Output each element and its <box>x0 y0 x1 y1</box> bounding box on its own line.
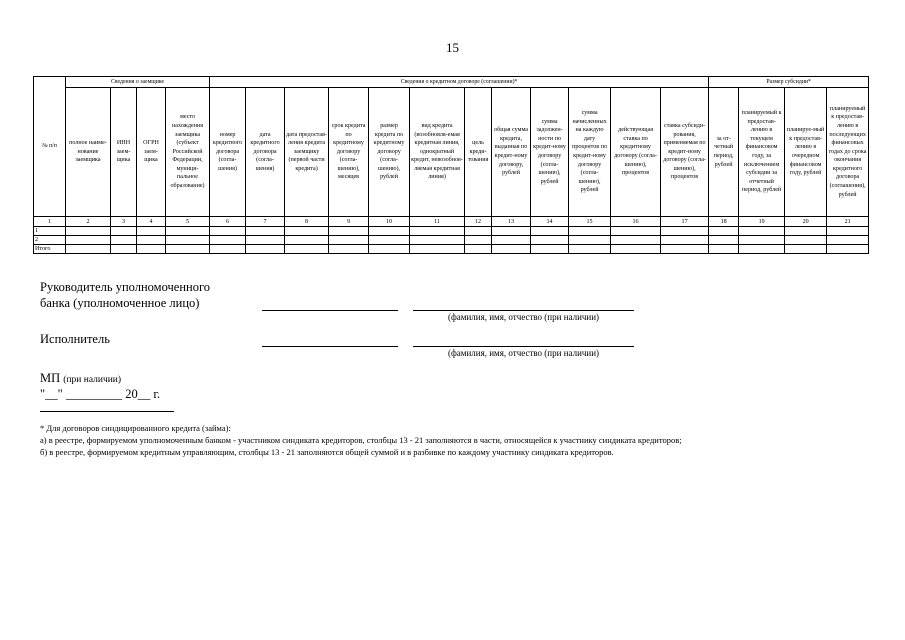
table-cell[interactable] <box>569 245 611 254</box>
column-number: 21 <box>827 217 869 227</box>
column-header: номер кредитного договора (согла-шения) <box>210 88 246 217</box>
head-label-line1: Руководитель уполномоченного <box>40 280 211 294</box>
table-cell[interactable] <box>410 236 465 245</box>
table-cell[interactable] <box>739 236 785 245</box>
row-label: Итого <box>34 245 66 254</box>
table-cell[interactable] <box>785 227 827 236</box>
column-number: 13 <box>492 217 531 227</box>
column-header: сумма задолжен-ности по кредит-ному договору (согла-шению), рублей <box>531 88 569 217</box>
table-cell[interactable] <box>329 227 369 236</box>
table-cell[interactable] <box>661 236 709 245</box>
executor-signature-line[interactable] <box>262 346 398 347</box>
table-cell[interactable] <box>369 236 410 245</box>
table-cell[interactable] <box>739 245 785 254</box>
column-number: 1 <box>34 217 66 227</box>
seal-label <box>40 371 121 387</box>
column-header: действующая ставка по кредитному договору (согла-шению), процентов <box>611 88 661 217</box>
column-header: дата кредитного договора (согла-шения) <box>246 88 285 217</box>
footnote-b: б) в реестре, формируемом кредитным управляющим, столбцы 13 - 21 заполняются общей суммой и в разбивке по каждому участнику синдиката кредиторов. <box>40 447 614 457</box>
head-signature-line[interactable] <box>262 310 398 311</box>
table-cell[interactable] <box>492 245 531 254</box>
column-header: полное наиме-нование заемщика <box>66 88 111 217</box>
table-cell[interactable] <box>137 245 166 254</box>
subsidy-register-table <box>33 76 869 254</box>
column-number: 10 <box>369 217 410 227</box>
table-cell[interactable] <box>611 236 661 245</box>
table-cell[interactable] <box>285 245 329 254</box>
table-cell[interactable] <box>709 236 739 245</box>
table-cell[interactable] <box>111 227 137 236</box>
table-cell[interactable] <box>569 236 611 245</box>
table-cell[interactable] <box>569 227 611 236</box>
table-cell[interactable] <box>329 245 369 254</box>
table-cell[interactable] <box>246 245 285 254</box>
column-number: 20 <box>785 217 827 227</box>
row-label: 1 <box>34 227 66 236</box>
column-number: 19 <box>739 217 785 227</box>
column-number: 5 <box>166 217 210 227</box>
footnote-a: а) в реестре, формируемом уполномоченным банком - участником синдиката кредиторов, столбцы 13 - 21 заполняются в части, относящейся к участнику синдиката кредиторов; <box>40 435 682 445</box>
table-cell[interactable] <box>661 227 709 236</box>
table-cell[interactable] <box>210 236 246 245</box>
column-number: 14 <box>531 217 569 227</box>
column-header: ОГРН заем-щика <box>137 88 166 217</box>
table-cell[interactable] <box>465 245 492 254</box>
table-cell[interactable] <box>827 227 869 236</box>
column-number: 11 <box>410 217 465 227</box>
table-cell[interactable] <box>465 227 492 236</box>
table-cell[interactable] <box>369 227 410 236</box>
table-cell[interactable] <box>827 236 869 245</box>
column-number: 6 <box>210 217 246 227</box>
table-cell[interactable] <box>66 245 111 254</box>
column-number: 2 <box>66 217 111 227</box>
table-cell[interactable] <box>531 236 569 245</box>
seal-mp: МП <box>40 371 61 385</box>
table-cell[interactable] <box>66 227 111 236</box>
column-header: вид кредита (возобновля-емая кредитная линия, однократный кредит, невозобнов-ляемая кредитная линия) <box>410 88 465 217</box>
table-cell[interactable] <box>166 227 210 236</box>
column-number: 7 <box>246 217 285 227</box>
column-header: сумма начисленных на каждую дату процентов по кредит-ному договору (согла-шению), рублей <box>569 88 611 217</box>
table-row <box>34 245 869 254</box>
table-cell[interactable] <box>166 236 210 245</box>
group-header-subsidy: Размер субсидии* <box>709 77 869 88</box>
group-header-borrower: Сведения о заемщике <box>66 77 210 88</box>
column-number: 4 <box>137 217 166 227</box>
group-header-credit: Сведения о кредитном договоре (соглашении)* <box>210 77 709 88</box>
column-number: 3 <box>111 217 137 227</box>
executor-name-line[interactable] <box>413 346 634 347</box>
seal-note: (при наличии) <box>63 375 122 385</box>
column-header: место нахождения заемщика (субъект Российской Федерации, муници-пальное образование) <box>166 88 210 217</box>
table-cell[interactable] <box>785 245 827 254</box>
column-number: 15 <box>569 217 611 227</box>
column-number: 9 <box>329 217 369 227</box>
column-header: планируемый к предостав-лению в последующих финансовых годах до срока окончания кредитного договора (соглашения), рублей <box>827 88 869 217</box>
table-cell[interactable] <box>285 227 329 236</box>
header-cell: № п/п <box>34 77 66 217</box>
table-cell[interactable] <box>709 245 739 254</box>
column-number: 17 <box>661 217 709 227</box>
table-cell[interactable] <box>611 227 661 236</box>
column-header: общая сумма кредита, выданная по кредит-ному договору, рублей <box>492 88 531 217</box>
table-cell[interactable] <box>137 227 166 236</box>
table-cell[interactable] <box>285 236 329 245</box>
column-header: дата предостав-ления кредита заемщику (первой части кредита) <box>285 88 329 217</box>
table-cell[interactable] <box>369 245 410 254</box>
table-row <box>34 236 869 245</box>
table-cell[interactable] <box>329 236 369 245</box>
table-cell[interactable] <box>111 236 137 245</box>
column-header: планируемый к предостав-лению в текущем финансовом году, за исключением субсидии за отчетный период, рублей <box>739 88 785 217</box>
table-cell[interactable] <box>531 245 569 254</box>
table-row <box>34 227 869 236</box>
table-cell[interactable] <box>611 245 661 254</box>
column-header: размер кредита по кредитному договору (согла-шению), рублей <box>369 88 410 217</box>
table-cell[interactable] <box>531 227 569 236</box>
table-cell[interactable] <box>246 236 285 245</box>
column-header: ставка субсиди-рования, применяемая по кредит-ному договору (согла-шению), процентов <box>661 88 709 217</box>
table-cell[interactable] <box>246 227 285 236</box>
executor-label: Исполнитель <box>40 332 110 346</box>
page-number: 15 <box>446 40 459 55</box>
column-number: 16 <box>611 217 661 227</box>
column-number: 12 <box>465 217 492 227</box>
column-header: цель креди-тования <box>465 88 492 217</box>
table-cell[interactable] <box>66 236 111 245</box>
table-cell[interactable] <box>111 245 137 254</box>
column-number: 8 <box>285 217 329 227</box>
column-number: 18 <box>709 217 739 227</box>
column-header: ИНН заем-щика <box>111 88 137 217</box>
table-cell[interactable] <box>492 227 531 236</box>
table-cell[interactable] <box>210 245 246 254</box>
table-cell[interactable] <box>137 236 166 245</box>
table-cell[interactable] <box>709 227 739 236</box>
table-cell[interactable] <box>661 245 709 254</box>
footnote-star: * Для договоров синдицированного кредита (займа): <box>40 423 231 433</box>
table-cell[interactable] <box>785 236 827 245</box>
table-cell[interactable] <box>410 245 465 254</box>
table-cell[interactable] <box>166 245 210 254</box>
table-cell[interactable] <box>827 245 869 254</box>
column-header: за от-четный период, рублей <box>709 88 739 217</box>
table-cell[interactable] <box>739 227 785 236</box>
row-label: 2 <box>34 236 66 245</box>
executor-name-caption: (фамилия, имя, отчество (при наличии) <box>447 348 600 358</box>
head-name-caption: (фамилия, имя, отчество (при наличии) <box>447 312 600 322</box>
footnote-separator <box>40 411 174 412</box>
column-header: срок кредита по кредитному договору (согла-шению), месяцев <box>329 88 369 217</box>
table-cell[interactable] <box>410 227 465 236</box>
head-name-line[interactable] <box>413 310 634 311</box>
table-cell[interactable] <box>465 236 492 245</box>
head-label-line2: банка (уполномоченное лицо) <box>40 296 200 310</box>
date-line: "__" _________ 20__ г. <box>40 387 161 401</box>
column-header: планируе-мый к предостав-лению в очередном финансовом году, рублей <box>785 88 827 217</box>
table-cell[interactable] <box>210 227 246 236</box>
table-cell[interactable] <box>492 236 531 245</box>
